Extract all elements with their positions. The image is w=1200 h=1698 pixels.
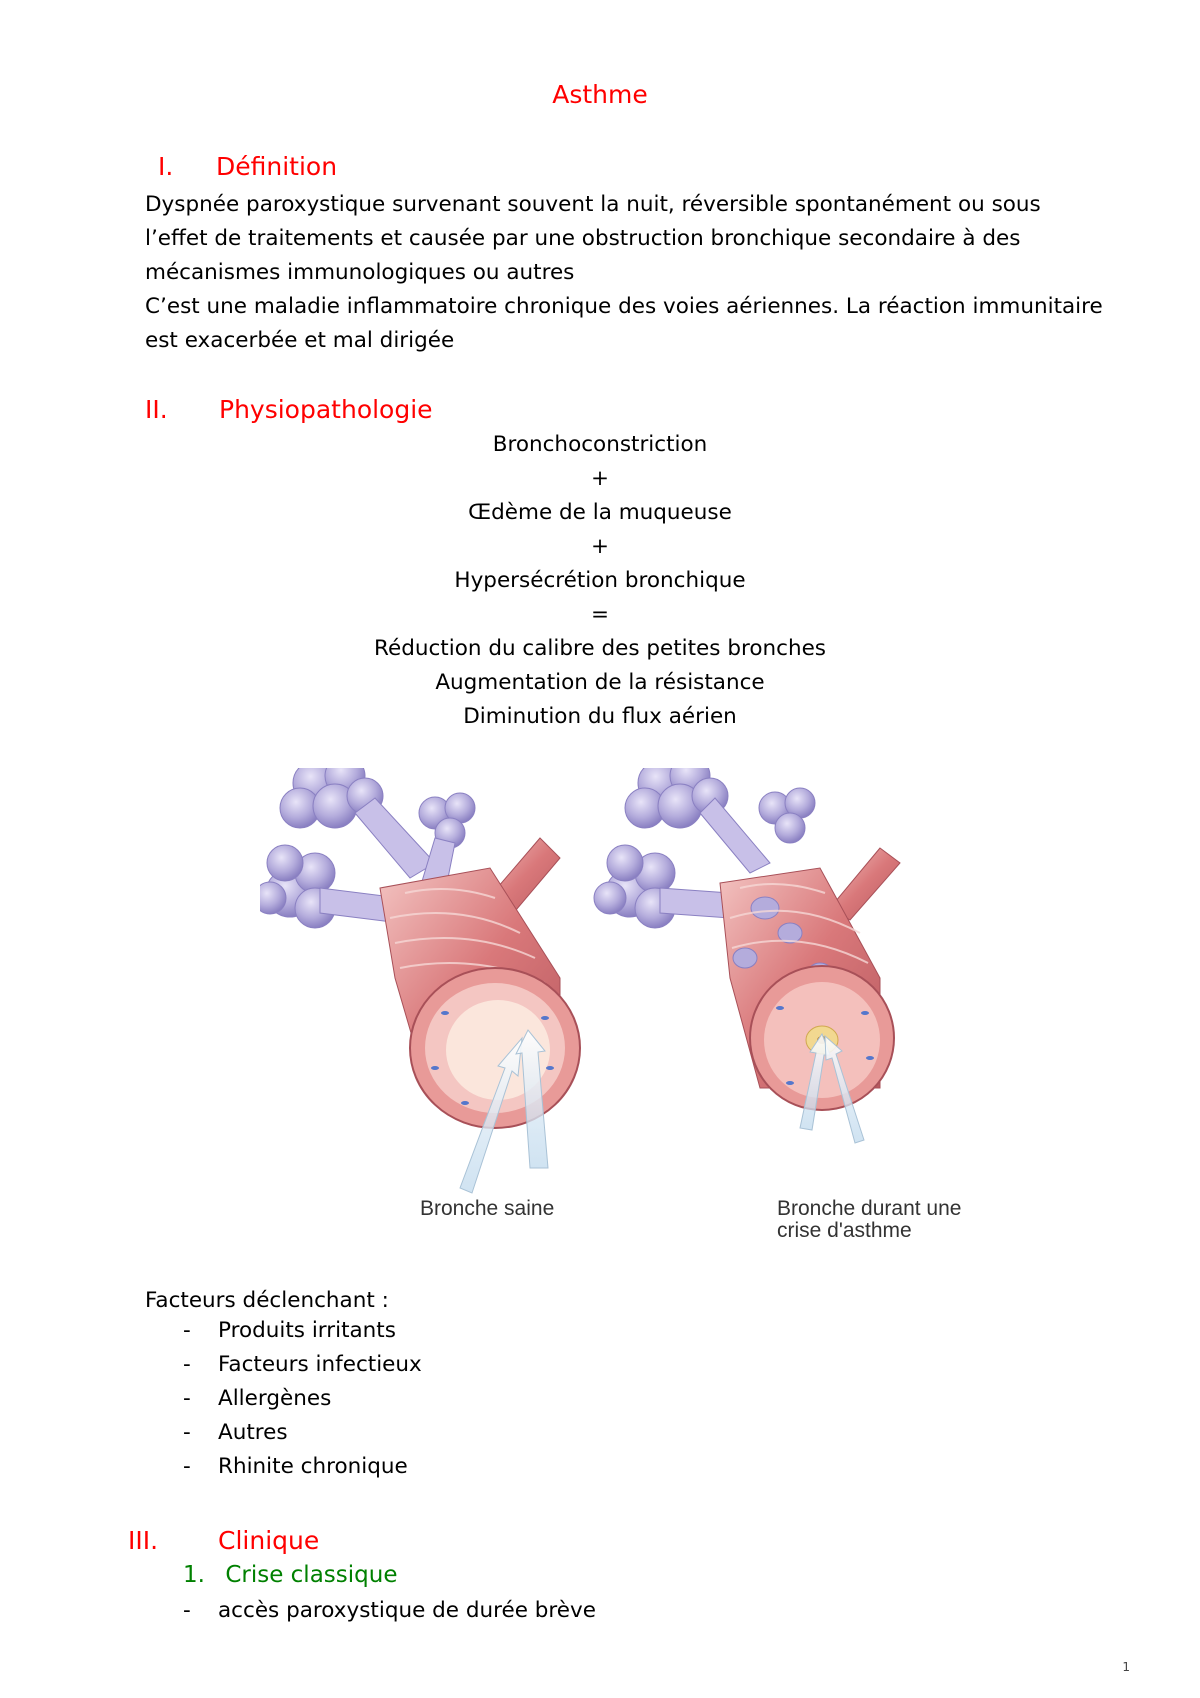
equation-line: +	[590, 534, 609, 559]
section-heading-clinique	[128, 1526, 319, 1555]
equation-line: Réduction du calibre des petites bronches	[374, 636, 826, 661]
definition-paragraph	[145, 188, 1145, 358]
section-title: Clinique	[218, 1526, 320, 1555]
equation-line: Augmentation de la résistance	[435, 670, 765, 695]
section-title: Physiopathologie	[219, 395, 433, 424]
definition-line: l’effet de traitements et causée par une obstruction bronchique secondaire à des	[145, 226, 1021, 251]
subsection-number: 1.	[183, 1562, 205, 1588]
equation-line: =	[590, 602, 609, 627]
section-number: II.	[145, 395, 168, 424]
page-title: Asthme	[552, 80, 648, 109]
figure-caption-line: crise d'asthme	[777, 1219, 912, 1242]
bronchi-illustration	[260, 768, 1020, 1253]
page-number: 1	[1122, 1660, 1130, 1674]
section-number: III.	[128, 1526, 159, 1555]
asthmatic-bronchus	[594, 768, 900, 1143]
equation-line: +	[590, 466, 609, 491]
section-title: Définition	[216, 152, 338, 181]
section-heading-physiopathologie	[145, 395, 433, 424]
figure-caption-asthma	[777, 1198, 961, 1242]
document-page: Asthme I. Définition Dyspnée paroxystique survenant souvent la nuit, réversible spontanément ou sous l’effet de traitements et causée par une obstruction bronchique secondaire à des mécanismes immunologiques ou autres C’est une maladie inflammatoire chronique des voies aériennes. La réaction immunitaire est exacerbée et mal dirigée II. Physiopathologie Bronchoconstriction + Œdème de la muqueuse + Hypersécrétion bronchique = Réduction du calibre des petites bronches Augmentation de la résistance Diminution du flux aérien Bronche saine Bronche durant une crise d'asthme Facteurs déclenchant : - Produits irritants - Facteurs infectieux - Allergènes - Autres - Rhinite chronique III. Clinique 1. Crise classique - accès paroxystique de durée brève 1	[0, 0, 1200, 1698]
figure-caption-healthy: Bronche saine	[420, 1197, 555, 1220]
figure-caption-line: Bronche durant une	[777, 1197, 962, 1220]
definition-line: est exacerbée et mal dirigée	[145, 328, 455, 353]
physiopathology-equation	[0, 428, 1200, 734]
bronchi-illustration-svg	[260, 768, 1020, 1253]
subsection-title: Crise classique	[225, 1562, 398, 1588]
equation-line: Bronchoconstriction	[492, 432, 708, 457]
factors-title: Facteurs déclenchant :	[145, 1288, 389, 1313]
healthy-bronchus	[260, 768, 580, 1193]
subsection-heading-crise-classique	[183, 1562, 397, 1588]
equation-line: Hypersécrétion bronchique	[454, 568, 746, 593]
definition-line: mécanismes immunologiques ou autres	[145, 260, 575, 285]
section-number: I.	[158, 152, 174, 181]
section-heading-definition	[158, 152, 337, 181]
equation-line: Œdème de la muqueuse	[468, 500, 732, 525]
definition-line: Dyspnée paroxystique survenant souvent la nuit, réversible spontanément ou sous	[145, 192, 1041, 217]
equation-line: Diminution du flux aérien	[463, 704, 737, 729]
definition-line: C’est une maladie inflammatoire chronique des voies aériennes. La réaction immunitaire	[145, 294, 1103, 319]
